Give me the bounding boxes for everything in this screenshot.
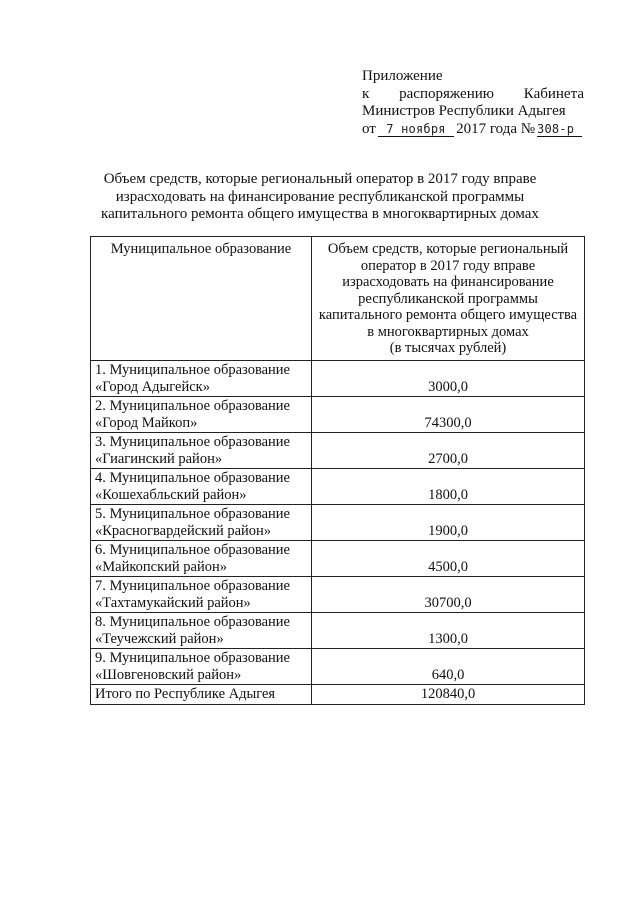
amount-cell: 1800,0 bbox=[312, 469, 585, 505]
municipality-line-1: 1. Муниципальное образование bbox=[95, 362, 290, 378]
municipality-line-2: «Шовгеновский район» bbox=[95, 666, 242, 683]
header-amount-unit: (в тысячах рублей) bbox=[389, 340, 507, 356]
table-row bbox=[91, 649, 585, 685]
header-amount-line: капитального ремонта общего имущества bbox=[318, 307, 578, 323]
amount-cell: 74300,0 bbox=[312, 397, 585, 433]
amount-cell: 1900,0 bbox=[312, 505, 585, 541]
municipality-line-2: «Тахтамукайский район» bbox=[95, 594, 251, 611]
municipality-cell bbox=[91, 397, 312, 433]
header-amount-line: оператор в 2017 году вправе bbox=[360, 257, 536, 274]
municipality-cell bbox=[91, 541, 312, 577]
table-row bbox=[91, 361, 585, 397]
municipality-line-1: 2. Муниципальное образование bbox=[95, 398, 290, 414]
amount-cell: 3000,0 bbox=[312, 361, 585, 397]
amount-cell: 1300,0 bbox=[312, 613, 585, 649]
date-field bbox=[378, 122, 454, 137]
municipality-cell bbox=[91, 613, 312, 649]
amount-cell: 4500,0 bbox=[312, 541, 585, 577]
year-text: 2017 года № bbox=[456, 120, 536, 137]
title-line-3: капитального ремонта общего имущества в многоквартирных домах bbox=[101, 206, 539, 222]
total-label: Итого по Республике Адыгея bbox=[91, 685, 312, 705]
appendix-word-order: распоряжению bbox=[399, 85, 494, 102]
appendix-word-k: к bbox=[362, 85, 370, 102]
municipality-line-1: 4. Муниципальное образование bbox=[95, 470, 290, 486]
municipality-cell bbox=[91, 505, 312, 541]
funds-table bbox=[90, 236, 585, 705]
header-amount-line: в многоквартирных домах bbox=[367, 323, 529, 340]
municipality-line-2: «Красногвардейский район» bbox=[95, 522, 272, 539]
municipality-line-1: 8. Муниципальное образование bbox=[95, 614, 290, 630]
municipality-cell bbox=[91, 577, 312, 613]
appendix-line-3: Министров Республики Адыгея bbox=[362, 103, 566, 119]
municipality-cell bbox=[91, 361, 312, 397]
total-value: 120840,0 bbox=[312, 685, 585, 705]
municipality-line-1: 9. Муниципальное образование bbox=[95, 650, 290, 666]
municipality-line-1: 6. Муниципальное образование bbox=[95, 542, 290, 558]
amount-cell: 30700,0 bbox=[312, 577, 585, 613]
amount-cell: 2700,0 bbox=[312, 433, 585, 469]
title-line-2: израсходовать на финансирование республиканской программы bbox=[115, 188, 525, 205]
municipality-cell bbox=[91, 433, 312, 469]
number-field bbox=[537, 122, 582, 137]
municipality-cell bbox=[91, 469, 312, 505]
appendix-date-line bbox=[362, 121, 584, 139]
municipality-line-1: 7. Муниципальное образование bbox=[95, 578, 290, 594]
amount-cell: 640,0 bbox=[312, 649, 585, 685]
municipality-line-2: «Гиагинский район» bbox=[95, 450, 223, 467]
table-row bbox=[91, 397, 585, 433]
table-row bbox=[91, 541, 585, 577]
date-prefix: от bbox=[362, 120, 376, 137]
table-row bbox=[91, 469, 585, 505]
header-amount-line: республиканской программы bbox=[358, 290, 538, 307]
appendix-block bbox=[362, 68, 584, 138]
municipality-line-1: 3. Муниципальное образование bbox=[95, 434, 290, 450]
total-row bbox=[91, 685, 585, 705]
table-row bbox=[91, 613, 585, 649]
municipality-cell bbox=[91, 649, 312, 685]
header-amount bbox=[312, 237, 585, 361]
header-amount-line: Объем средств, которые региональный bbox=[327, 241, 569, 257]
appendix-line-1: Приложение bbox=[362, 68, 443, 84]
appendix-word-cabinet: Кабинета bbox=[523, 85, 584, 102]
municipality-line-2: «Майкопский район» bbox=[95, 558, 227, 575]
municipality-line-2: «Теучежский район» bbox=[95, 630, 224, 647]
handwritten-number: 308-р bbox=[537, 121, 575, 136]
municipality-line-2: «Город Адыгейск» bbox=[95, 378, 210, 395]
table-row bbox=[91, 577, 585, 613]
municipality-line-1: 5. Муниципальное образование bbox=[95, 506, 290, 522]
document-title bbox=[90, 171, 550, 224]
title-line-1: Объем средств, которые региональный оператор в 2017 году вправе bbox=[103, 171, 537, 187]
table-header-row bbox=[91, 237, 585, 361]
municipality-line-2: «Кошехабльский район» bbox=[95, 486, 247, 503]
appendix-line-2 bbox=[362, 86, 584, 104]
table-row bbox=[91, 505, 585, 541]
table-row bbox=[91, 433, 585, 469]
handwritten-date: 7 ноября bbox=[386, 121, 446, 136]
header-municipality: Муниципальное образование bbox=[91, 237, 312, 361]
municipality-line-2: «Город Майкоп» bbox=[95, 414, 198, 431]
header-amount-line: израсходовать на финансирование bbox=[342, 274, 554, 290]
